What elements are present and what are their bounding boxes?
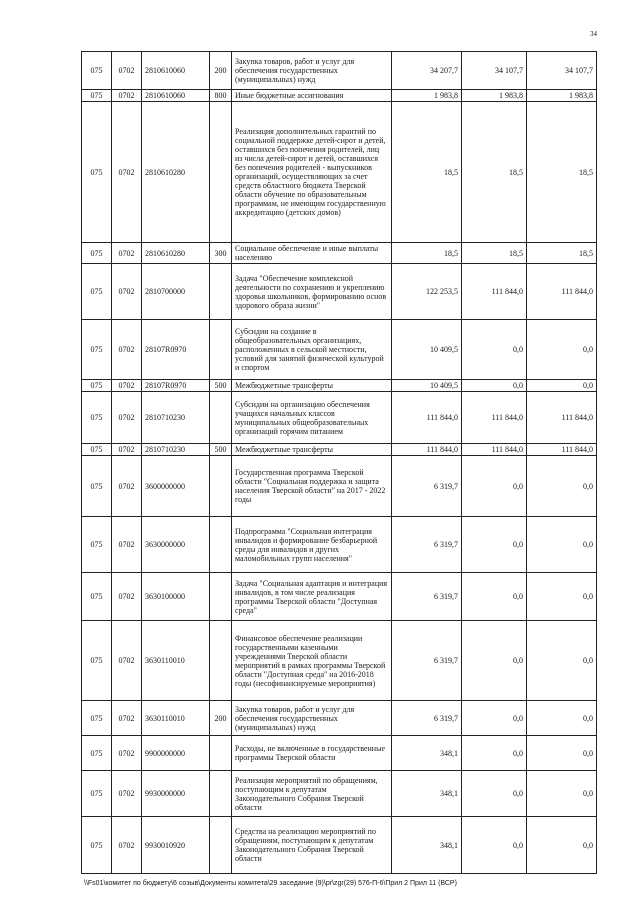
table-row (82, 243, 597, 264)
cell-amount-2021: 18,5 (462, 243, 527, 264)
cell-csr: 2810700000 (142, 264, 210, 320)
cell-amount-2022: 111 844,0 (527, 264, 597, 320)
cell-amount-2020: 348,1 (392, 817, 462, 874)
cell-razdel: 0702 (112, 456, 142, 517)
cell-amount-2020: 111 844,0 (392, 444, 462, 456)
table-row (82, 320, 597, 380)
table-row (82, 573, 597, 621)
cell-razdel: 0702 (112, 444, 142, 456)
cell-razdel: 0702 (112, 243, 142, 264)
cell-amount-2020: 1 983,8 (392, 90, 462, 102)
cell-vedomstvo: 075 (82, 264, 112, 320)
cell-csr: 3600000000 (142, 456, 210, 517)
cell-csr: 3630110010 (142, 621, 210, 701)
cell-csr: 2810610280 (142, 243, 210, 264)
cell-name: Финансовое обеспечение реализации государственными казенными учреждениями Тверской области мероприятий в рамках программы Тверской области "Доступная среда" на 2016-2018 годы (несофинансируемые мероприятия) (232, 621, 392, 701)
table-row (82, 90, 597, 102)
cell-csr: 2810610280 (142, 102, 210, 243)
cell-vr (210, 517, 232, 573)
cell-amount-2022: 0,0 (527, 320, 597, 380)
cell-csr: 28107R0970 (142, 380, 210, 392)
table-row (82, 392, 597, 444)
cell-amount-2022: 18,5 (527, 243, 597, 264)
cell-name: Субсидии на организацию обеспечения учащихся начальных классов муниципальных общеобразовательных организаций горячим питанием (232, 392, 392, 444)
cell-vr (210, 736, 232, 771)
cell-amount-2021: 0,0 (462, 517, 527, 573)
cell-amount-2022: 111 844,0 (527, 392, 597, 444)
cell-vedomstvo: 075 (82, 736, 112, 771)
cell-amount-2020: 6 319,7 (392, 701, 462, 736)
table-body (82, 52, 597, 874)
cell-vedomstvo: 075 (82, 701, 112, 736)
cell-amount-2021: 0,0 (462, 320, 527, 380)
cell-vr: 800 (210, 90, 232, 102)
cell-amount-2020: 6 319,7 (392, 456, 462, 517)
cell-razdel: 0702 (112, 90, 142, 102)
cell-amount-2021: 18,5 (462, 102, 527, 243)
cell-amount-2022: 0,0 (527, 380, 597, 392)
cell-vedomstvo: 075 (82, 380, 112, 392)
cell-csr: 2810610060 (142, 52, 210, 90)
cell-vedomstvo: 075 (82, 573, 112, 621)
cell-vr (210, 817, 232, 874)
cell-name: Закупка товаров, работ и услуг для обеспечения государственных (муниципальных) нужд (232, 701, 392, 736)
cell-amount-2022: 0,0 (527, 771, 597, 817)
cell-amount-2021: 111 844,0 (462, 264, 527, 320)
cell-vedomstvo: 075 (82, 320, 112, 380)
cell-razdel: 0702 (112, 573, 142, 621)
cell-vedomstvo: 075 (82, 444, 112, 456)
cell-name: Задача "Обеспечение комплексной деятельности по сохранению и укреплению здоровья школьников, формированию основ здорового образа жизни" (232, 264, 392, 320)
cell-vedomstvo: 075 (82, 243, 112, 264)
table-row (82, 264, 597, 320)
cell-amount-2021: 0,0 (462, 621, 527, 701)
cell-csr: 3630000000 (142, 517, 210, 573)
cell-csr: 3630110010 (142, 701, 210, 736)
cell-razdel: 0702 (112, 392, 142, 444)
cell-amount-2020: 111 844,0 (392, 392, 462, 444)
cell-amount-2020: 6 319,7 (392, 621, 462, 701)
cell-vedomstvo: 075 (82, 817, 112, 874)
table-row (82, 456, 597, 517)
cell-vedomstvo: 075 (82, 90, 112, 102)
cell-amount-2022: 111 844,0 (527, 444, 597, 456)
cell-razdel: 0702 (112, 817, 142, 874)
cell-amount-2021: 0,0 (462, 380, 527, 392)
table-row (82, 621, 597, 701)
cell-name: Закупка товаров, работ и услуг для обеспечения государственных (муниципальных) нужд (232, 52, 392, 90)
cell-amount-2020: 18,5 (392, 243, 462, 264)
cell-razdel: 0702 (112, 701, 142, 736)
budget-table (81, 51, 597, 874)
cell-amount-2022: 0,0 (527, 456, 597, 517)
cell-vr: 300 (210, 243, 232, 264)
cell-csr: 9930000000 (142, 771, 210, 817)
cell-razdel: 0702 (112, 264, 142, 320)
cell-name: Межбюджетные трансферты (232, 380, 392, 392)
cell-razdel: 0702 (112, 320, 142, 380)
cell-vr (210, 771, 232, 817)
cell-vedomstvo: 075 (82, 392, 112, 444)
cell-razdel: 0702 (112, 517, 142, 573)
cell-amount-2020: 348,1 (392, 771, 462, 817)
cell-vr: 500 (210, 444, 232, 456)
cell-amount-2022: 1 983,8 (527, 90, 597, 102)
cell-name: Задача "Социальная адаптация и интеграция инвалидов, в том числе реализация программы Тверской области "Доступная среда" (232, 573, 392, 621)
cell-amount-2021: 0,0 (462, 701, 527, 736)
cell-vr (210, 621, 232, 701)
cell-amount-2020: 122 253,5 (392, 264, 462, 320)
cell-amount-2022: 34 107,7 (527, 52, 597, 90)
cell-vr (210, 573, 232, 621)
cell-razdel: 0702 (112, 771, 142, 817)
cell-name: Подпрограмма "Социальная интеграция инвалидов и формирование безбарьерной среды для инвалидов и других маломобильных групп населения" (232, 517, 392, 573)
cell-name: Иные бюджетные ассигнования (232, 90, 392, 102)
cell-amount-2022: 0,0 (527, 621, 597, 701)
cell-razdel: 0702 (112, 102, 142, 243)
cell-amount-2020: 10 409,5 (392, 320, 462, 380)
cell-amount-2020: 10 409,5 (392, 380, 462, 392)
cell-name: Реализация дополнительных гарантий по социальной поддержке детей-сирот и детей, оставшихся без попечения родителей, лиц из числа детей-сирот и детей, оставшихся без попечения родителей - выпускников организаций, осуществляющих за счет средств областного бюджета Тверской области обучение по образовательным программам, не имеющим государственную аккредитацию (детских домов) (232, 102, 392, 243)
table-row (82, 380, 597, 392)
footer-file-path: \\Fs01\комитет по бюджету\6 созыв\Документы комитета\29 заседание (9)\pr\zgr(29) 576-П-6\Прил 2 Прил 11 (ВСР) (84, 880, 457, 887)
cell-vedomstvo: 075 (82, 456, 112, 517)
cell-razdel: 0702 (112, 52, 142, 90)
table-row (82, 817, 597, 874)
cell-razdel: 0702 (112, 380, 142, 392)
cell-vr: 200 (210, 701, 232, 736)
cell-amount-2020: 348,1 (392, 736, 462, 771)
cell-name: Межбюджетные трансферты (232, 444, 392, 456)
cell-vedomstvo: 075 (82, 621, 112, 701)
cell-amount-2022: 0,0 (527, 817, 597, 874)
table-row (82, 52, 597, 90)
table-row (82, 517, 597, 573)
cell-csr: 2810710230 (142, 444, 210, 456)
cell-vr: 500 (210, 380, 232, 392)
cell-vr (210, 392, 232, 444)
cell-amount-2020: 18,5 (392, 102, 462, 243)
cell-amount-2021: 0,0 (462, 573, 527, 621)
cell-amount-2021: 0,0 (462, 817, 527, 874)
table-row (82, 771, 597, 817)
cell-vedomstvo: 075 (82, 52, 112, 90)
cell-amount-2020: 6 319,7 (392, 517, 462, 573)
cell-amount-2022: 0,0 (527, 573, 597, 621)
cell-vedomstvo: 075 (82, 771, 112, 817)
cell-vr (210, 456, 232, 517)
cell-csr: 2810710230 (142, 392, 210, 444)
table-row (82, 444, 597, 456)
cell-razdel: 0702 (112, 621, 142, 701)
cell-amount-2021: 0,0 (462, 456, 527, 517)
cell-csr: 2810610060 (142, 90, 210, 102)
cell-vedomstvo: 075 (82, 102, 112, 243)
cell-name: Социальное обеспечение и иные выплаты населению (232, 243, 392, 264)
page-number: 34 (590, 30, 597, 38)
cell-amount-2021: 111 844,0 (462, 392, 527, 444)
cell-amount-2021: 111 844,0 (462, 444, 527, 456)
cell-razdel: 0702 (112, 736, 142, 771)
cell-amount-2022: 0,0 (527, 701, 597, 736)
cell-csr: 28107R0970 (142, 320, 210, 380)
cell-amount-2022: 18,5 (527, 102, 597, 243)
cell-csr: 9930010920 (142, 817, 210, 874)
cell-csr: 3630100000 (142, 573, 210, 621)
cell-vr: 200 (210, 52, 232, 90)
table-row (82, 102, 597, 243)
cell-name: Государственная программа Тверской области "Социальная поддержка и защита населения Тверской области" на 2017 - 2022 годы (232, 456, 392, 517)
cell-vr (210, 320, 232, 380)
cell-amount-2021: 0,0 (462, 771, 527, 817)
cell-amount-2022: 0,0 (527, 736, 597, 771)
cell-amount-2021: 1 983,8 (462, 90, 527, 102)
table-row (82, 736, 597, 771)
cell-amount-2021: 34 107,7 (462, 52, 527, 90)
cell-name: Расходы, не включенные в государственные программы Тверской области (232, 736, 392, 771)
cell-vedomstvo: 075 (82, 517, 112, 573)
table-row (82, 701, 597, 736)
cell-amount-2022: 0,0 (527, 517, 597, 573)
cell-name: Средства на реализацию мероприятий по обращениям, поступающим к депутатам Законодательного Собрания Тверской области (232, 817, 392, 874)
cell-csr: 9900000000 (142, 736, 210, 771)
cell-amount-2021: 0,0 (462, 736, 527, 771)
cell-name: Субсидии на создание в общеобразовательных организациях, расположенных в сельской местности, условий для занятий физической культурой и спортом (232, 320, 392, 380)
cell-amount-2020: 34 207,7 (392, 52, 462, 90)
cell-amount-2020: 6 319,7 (392, 573, 462, 621)
cell-name: Реализация мероприятий по обращениям, поступающим к депутатам Законодательного Собрания Тверской области (232, 771, 392, 817)
cell-vr (210, 102, 232, 243)
cell-vr (210, 264, 232, 320)
